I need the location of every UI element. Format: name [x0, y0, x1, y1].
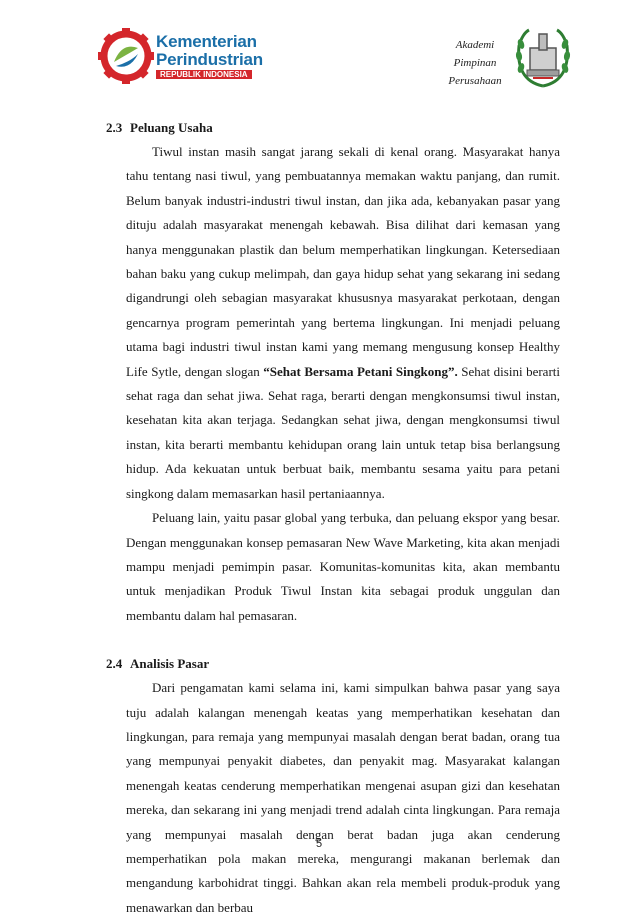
gear-logo-icon: [98, 28, 154, 84]
paragraph: [126, 140, 560, 506]
akademi-line: Perusahaan: [448, 75, 502, 87]
section-heading: [106, 652, 560, 676]
ministry-name-line2: Perindustrian: [156, 50, 263, 69]
page-number: 5: [315, 838, 323, 850]
paragraph-text: Peluang lain, yaitu pasar global yang terbuka, dan peluang ekspor yang besar. Dengan menggunakan konsep pemasaran New Wave Marketing, kita akan menjadi mampu menjadi pemimpin pasar. Komunitas-komunitas kita, akan membantu untuk menjadikan Produk Tiwul Instan kita sebagai produk unggulan dan membantu dalam hal pemasaran.: [126, 510, 560, 623]
section-title: Analisis Pasar: [130, 656, 210, 672]
section-body: [126, 140, 560, 628]
section-title: Peluang Usaha: [130, 120, 213, 135]
paragraph-text: Sehat disini berarti sehat raga dan sehat jiwa. Sehat raga, berarti dengan mengkonsumsi tiwul instan, kesehatan kita akan terjaga. Sedangkan sehat jiwa, dengan mengkonsumsi tiwul instan, kita berarti membantu kehidupan orang lain untuk tetap bisa berlangsung hidup. Ada kekuatan untuk berbuat baik, membantu sesama yaitu para petani singkong dalam memasarkan hasil pertaniaannya.: [126, 363, 561, 501]
section-number: 2.3: [106, 120, 123, 135]
akademi-line: Akademi: [455, 39, 495, 51]
section-body: [126, 676, 560, 920]
paragraph-text: Tiwul instan masih sangat jarang sekali di kenal orang. Masyarakat hanya tahu tentang nasi tiwul, yang pembuatannya memakan waktu panjang, dan rumit. Belum banyak industri-industri tiwul instan, dan jika ada, kebanyakan pasar yang dituju adalah masyarakat menengah kebawah. Bisa dilihat dari kemasan yang hanya menggunakan plastik dan belum memperhatikan lingkungan. Ketersediaan bahan baku yang cukup melimpah, dan gaya hidup sehat yang sekarang ini sedang digandrungi oleh sebagian masyarakat khususnya masyarakat perkotaan, dengan gencarnya program pemerintah yang bertema lingkungan. Ini menjadi peluang utama bagi industri tiwul instan kami yang memang mengusung konsep Healthy Life Sytle, dengan slogan: [126, 144, 560, 379]
akademi-line: Pimpinan: [453, 57, 497, 69]
document-body: [106, 116, 560, 920]
ministry-country: REPUBLIK INDONESIA: [156, 70, 252, 79]
ministry-name-line1: Kementerian: [156, 32, 257, 51]
section-number: 2.4: [106, 656, 123, 672]
page-header: [0, 0, 638, 110]
paragraph-text: Dari pengamatan kami selama ini, kami simpulkan bahwa pasar yang saya tuju adalah kalangan menengah keatas yang memperhatikan kesehatan dan lingkungan, para remaja yang mempunyai masalah dengan berat badan, orang tua yang mempunyai penyakit diabetes, dan penyakit mag. Masyarakat kalangan menengah keatas cenderung memperhatikan mengenai asupan gizi dan kesehatan mereka, dan sekarang ini yang menjadi trend adalah cinta lingkungan. Para remaja yang mempunyai masalah dengan berat badan juga akan cenderung memperhatikan pola makan mereka, mengurangi makanan berlemak dan mengandung karbohidrat tinggi. Bahkan akan rela membeli produk-produk yang menawarkan dan berbau: [126, 680, 560, 915]
akademi-title: [440, 36, 510, 90]
slogan-text: “Sehat Bersama Petani Singkong”.: [263, 363, 458, 379]
section-heading: [106, 116, 560, 140]
paragraph: [126, 676, 560, 920]
ministry-logo: [98, 28, 270, 86]
academy-emblem-icon: [513, 26, 573, 90]
paragraph: [126, 506, 560, 628]
